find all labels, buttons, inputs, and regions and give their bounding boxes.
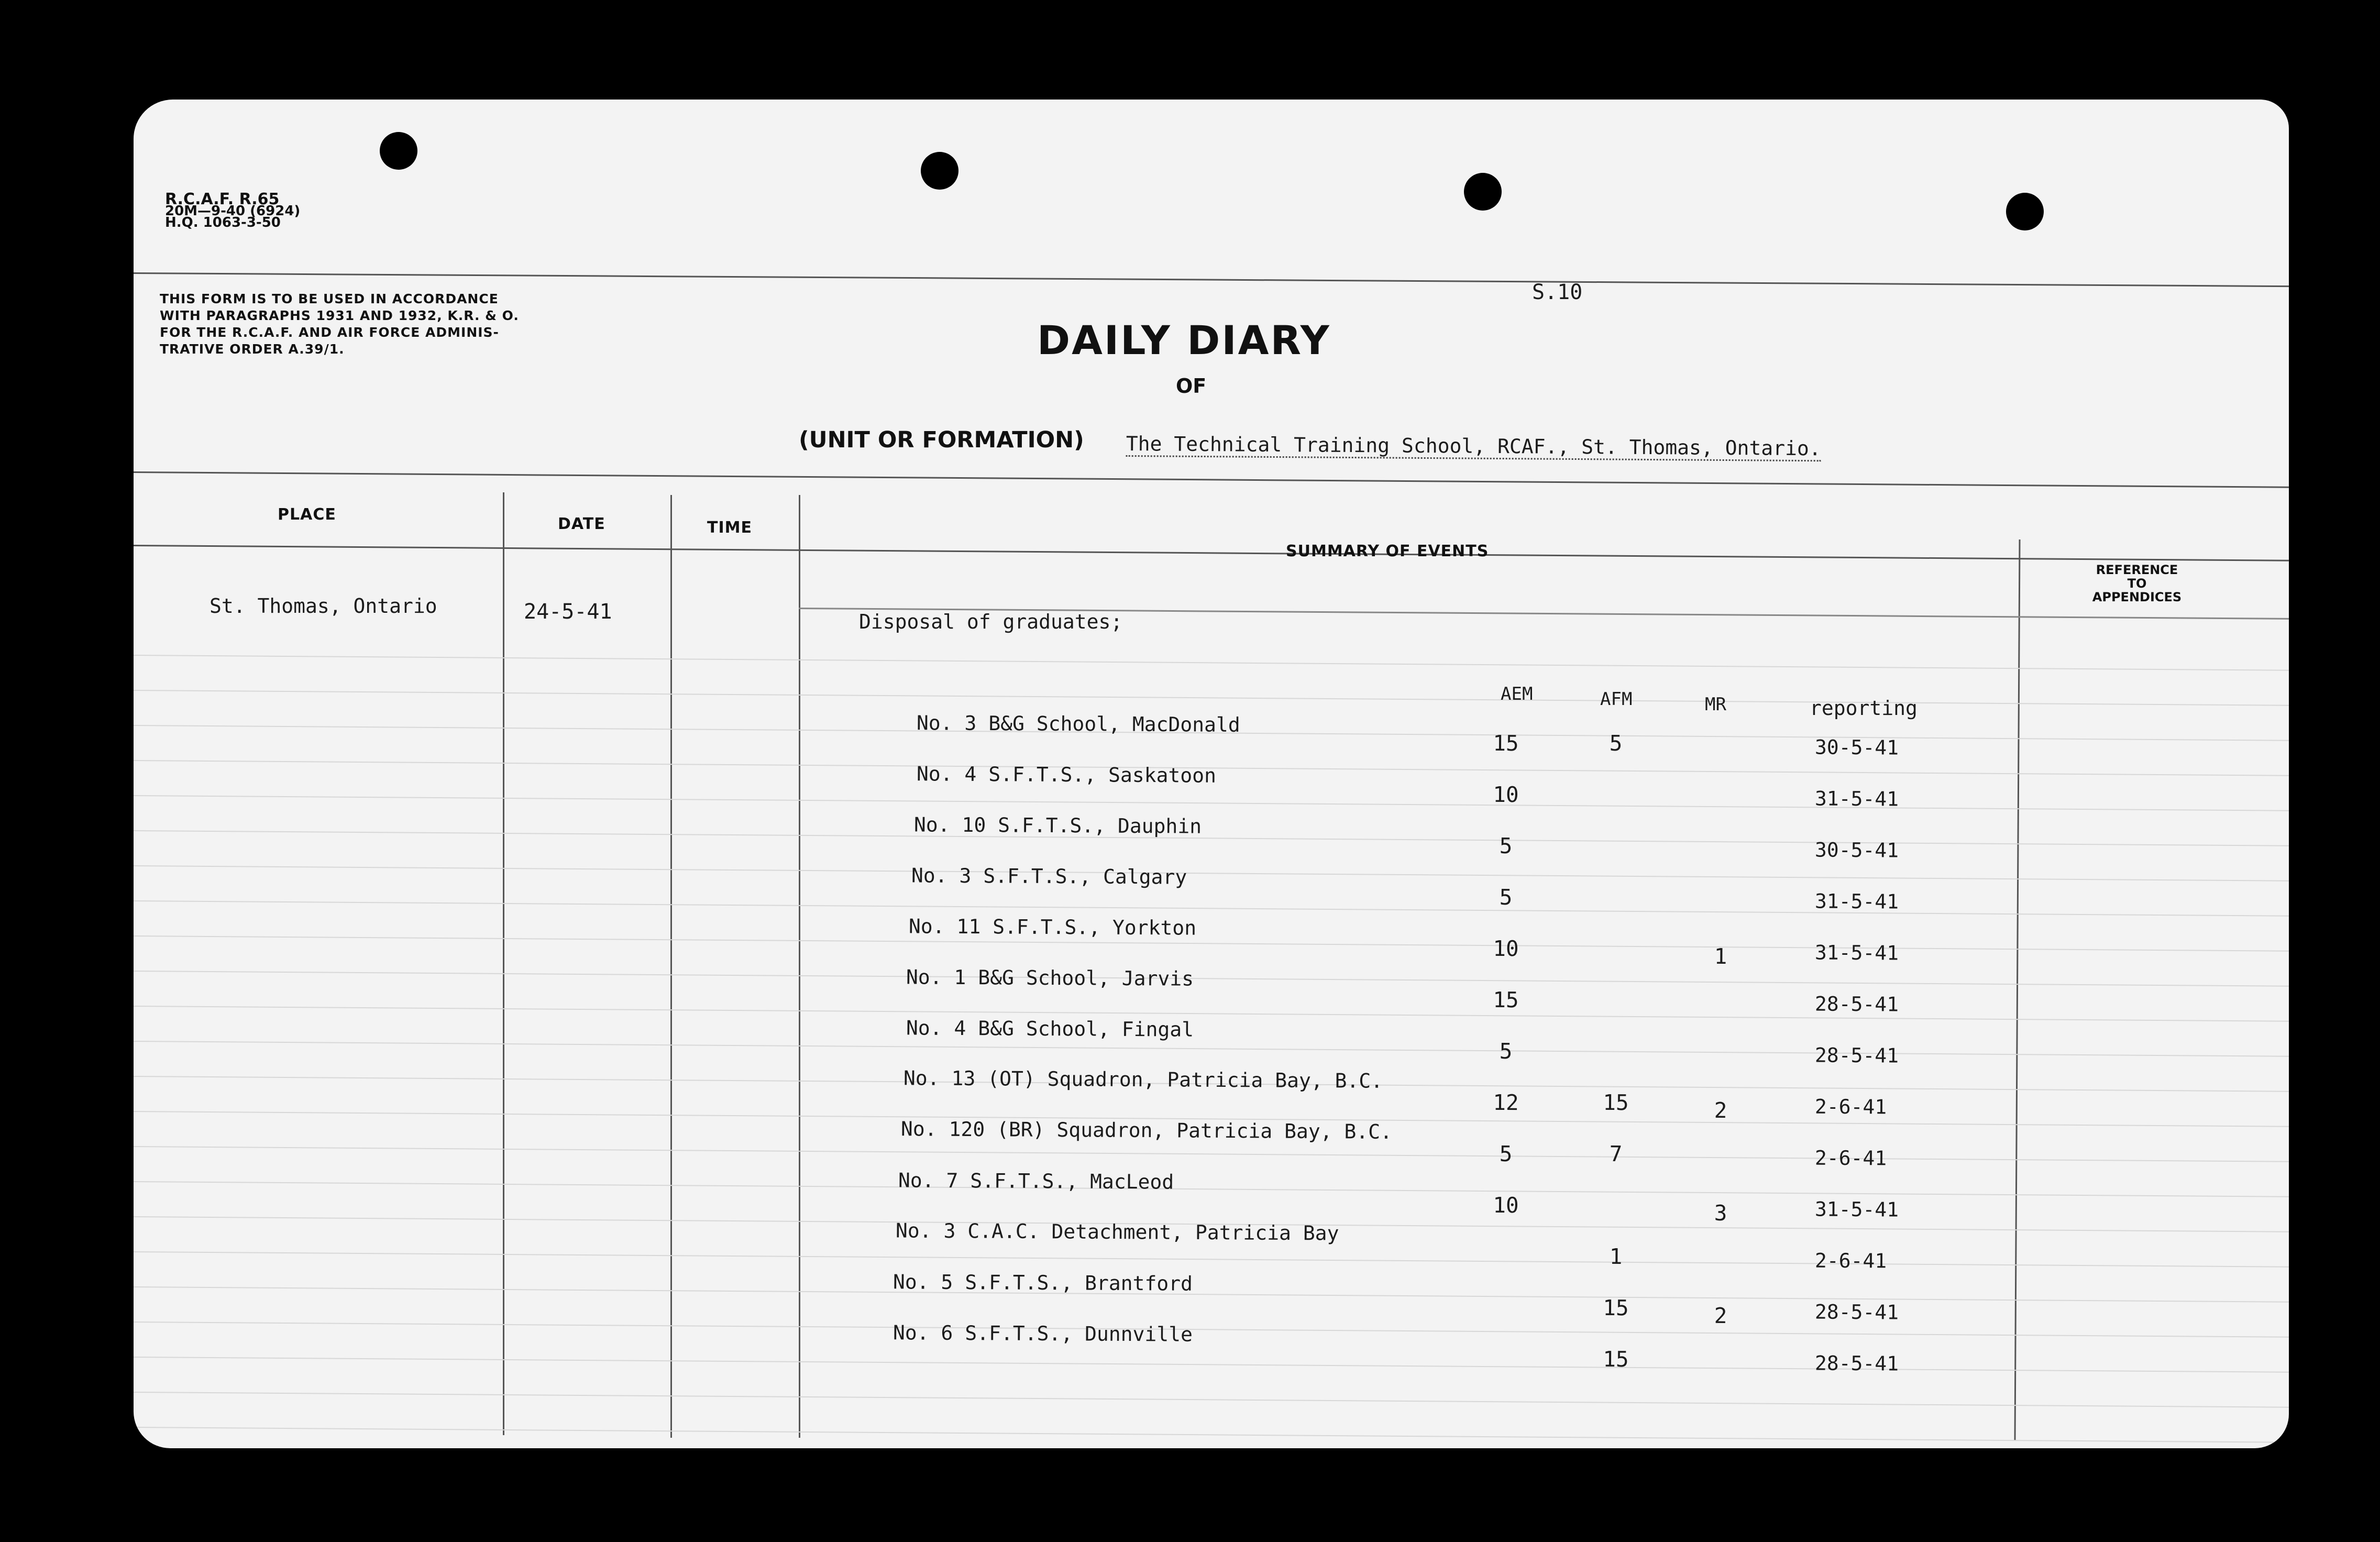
- row-mr: 3: [1714, 1200, 1727, 1226]
- instruction-line: THIS FORM IS TO BE USED IN ACCORDANCE: [160, 291, 499, 306]
- row-afm: [1574, 782, 1658, 783]
- entry-heading: Disposal of graduates;: [859, 610, 1123, 633]
- row-afm: 15: [1603, 1089, 1629, 1116]
- page-title: DAILY DIARY: [1037, 317, 1331, 364]
- unit-value: The Technical Training School, RCAF., St. Thomas, Ontario.: [1126, 432, 1821, 461]
- row-reporting: 28-5-41: [1814, 992, 1899, 1016]
- row-afm: [1574, 936, 1658, 937]
- date-time-divider: [670, 495, 672, 1438]
- row-unit: No. 11 S.F.T.S., Yorkton: [908, 915, 1197, 940]
- ruled-line: [134, 971, 2289, 987]
- entry-place: St. Thomas, Ontario: [210, 594, 437, 618]
- row-afm: [1574, 987, 1658, 988]
- sheet-number: S.10: [1532, 280, 1583, 304]
- ruled-line: [134, 655, 2289, 671]
- unit-label: (UNIT OR FORMATION): [799, 427, 1084, 453]
- row-reporting: 31-5-41: [1814, 941, 1899, 965]
- row-afm: 15: [1603, 1346, 1629, 1372]
- row-mr: [1679, 995, 1762, 996]
- row-aem: 10: [1493, 935, 1519, 962]
- summary-reference-divider: [2014, 539, 2020, 1440]
- row-aem: 5: [1499, 1038, 1513, 1064]
- time-summary-divider: [799, 495, 800, 1438]
- row-aem: 12: [1493, 1089, 1519, 1116]
- column-header-date: DATE: [558, 515, 605, 533]
- instruction-line: FOR THE R.C.A.F. AND AIR FORCE ADMINIS-: [160, 325, 499, 340]
- row-unit: No. 10 S.F.T.S., Dauphin: [913, 813, 1202, 838]
- ruled-line: [134, 1286, 2289, 1303]
- ruled-line: [134, 1146, 2289, 1162]
- ruled-line: [134, 1006, 2289, 1022]
- row-aem: 10: [1493, 1192, 1519, 1218]
- row-reporting: 31-5-41: [1814, 787, 1899, 811]
- row-unit: No. 1 B&G School, Jarvis: [906, 965, 1194, 990]
- ruled-line: [134, 690, 2289, 706]
- diary-card: [134, 100, 2289, 1448]
- row-mr: 1: [1714, 943, 1727, 970]
- row-aem: 5: [1499, 833, 1513, 859]
- row-afm: 15: [1603, 1295, 1629, 1321]
- ruled-line: [134, 1392, 2289, 1408]
- punch-hole: [921, 152, 958, 190]
- form-code: [165, 190, 301, 230]
- punch-hole: [2006, 193, 2044, 230]
- row-mr: 2: [1714, 1097, 1727, 1124]
- ruled-line: [134, 935, 2289, 952]
- ruled-line: [134, 830, 2289, 846]
- row-mr: [1679, 1149, 1762, 1150]
- form-code-line: R.C.A.F. R.65: [165, 190, 280, 208]
- row-afm: 7: [1609, 1141, 1623, 1167]
- row-reporting: 2-6-41: [1814, 1095, 1887, 1119]
- table-top-rule: [134, 471, 2289, 488]
- row-reporting: 2-6-41: [1814, 1146, 1887, 1170]
- row-mr: 2: [1714, 1303, 1727, 1329]
- row-unit: No. 3 B&G School, MacDonald: [916, 711, 1240, 736]
- entry-date: 24-5-41: [524, 600, 612, 624]
- instruction-line: WITH PARAGRAPHS 1931 AND 1932, K.R. & O.: [160, 308, 519, 323]
- row-reporting: 30-5-41: [1814, 838, 1899, 862]
- row-unit: No. 120 (BR) Squadron, Patricia Bay, B.C.: [900, 1117, 1393, 1143]
- ruled-line: [134, 865, 2289, 882]
- ruled-line: [134, 1427, 2289, 1443]
- top-rule: [134, 272, 2289, 287]
- row-unit: No. 7 S.F.T.S., MacLeod: [898, 1169, 1174, 1194]
- ruled-line: [134, 1041, 2289, 1057]
- punch-hole: [1464, 173, 1502, 211]
- row-aem: 15: [1493, 987, 1519, 1013]
- row-reporting: 28-5-41: [1814, 1300, 1899, 1324]
- row-unit: No. 4 B&G School, Fingal: [906, 1016, 1194, 1041]
- column-header-reference: [2077, 563, 2197, 604]
- instruction-line: TRATIVE ORDER A.39/1.: [160, 342, 345, 357]
- column-header-place: PLACE: [278, 505, 336, 524]
- row-reporting: 30-5-41: [1814, 735, 1899, 759]
- row-unit: No. 4 S.F.T.S., Saskatoon: [916, 762, 1217, 787]
- row-unit: No. 13 (OT) Squadron, Patricia Bay, B.C.: [903, 1066, 1383, 1093]
- form-code-line: H.Q. 1063-3-50: [165, 215, 281, 230]
- row-afm: [1574, 833, 1658, 834]
- row-aem: 10: [1493, 781, 1519, 808]
- ruled-line: [134, 1321, 2289, 1338]
- row-reporting: 2-6-41: [1814, 1249, 1887, 1273]
- row-afm: 5: [1609, 730, 1623, 756]
- form-code-line: 20M—9-40 (6924): [165, 203, 301, 219]
- row-mr: [1679, 1354, 1762, 1355]
- row-unit: No. 3 C.A.C. Detachment, Patricia Bay: [895, 1219, 1339, 1245]
- header-bottom-rule: [134, 545, 2289, 561]
- row-reporting: 28-5-41: [1814, 1351, 1899, 1375]
- row-aem: 15: [1493, 730, 1519, 756]
- punch-hole: [380, 132, 417, 170]
- row-aem: 5: [1499, 884, 1513, 910]
- reference-line: REFERENCE: [2096, 563, 2178, 577]
- column-header-summary: SUMMARY OF EVENTS: [1286, 542, 1489, 560]
- ruled-line: [134, 1357, 2289, 1373]
- row-unit: No. 6 S.F.T.S., Dunnville: [893, 1321, 1193, 1346]
- ruled-line: [134, 795, 2289, 811]
- title-of: OF: [1176, 375, 1207, 398]
- row-reporting: 28-5-41: [1814, 1043, 1899, 1067]
- subheader-afm: AFM: [1600, 689, 1633, 710]
- row-aem: 5: [1499, 1141, 1513, 1167]
- form-instructions: [160, 291, 519, 358]
- ruled-line: [134, 900, 2289, 917]
- ruled-line: [134, 1251, 2289, 1268]
- subheader-reporting: reporting: [1810, 697, 1918, 720]
- reference-line: TO: [2127, 576, 2147, 591]
- reference-line: APPENDICES: [2092, 590, 2182, 604]
- ruled-line: [134, 1181, 2289, 1197]
- row-afm: 1: [1609, 1243, 1623, 1270]
- subheader-aem: AEM: [1501, 684, 1533, 704]
- column-header-time: TIME: [707, 519, 752, 537]
- row-reporting: 31-5-41: [1814, 1197, 1899, 1221]
- row-reporting: 31-5-41: [1814, 889, 1899, 913]
- row-unit: No. 3 S.F.T.S., Calgary: [911, 864, 1187, 889]
- subheader-mr: MR: [1705, 694, 1726, 715]
- row-unit: No. 5 S.F.T.S., Brantford: [893, 1270, 1193, 1295]
- place-date-divider: [503, 492, 504, 1435]
